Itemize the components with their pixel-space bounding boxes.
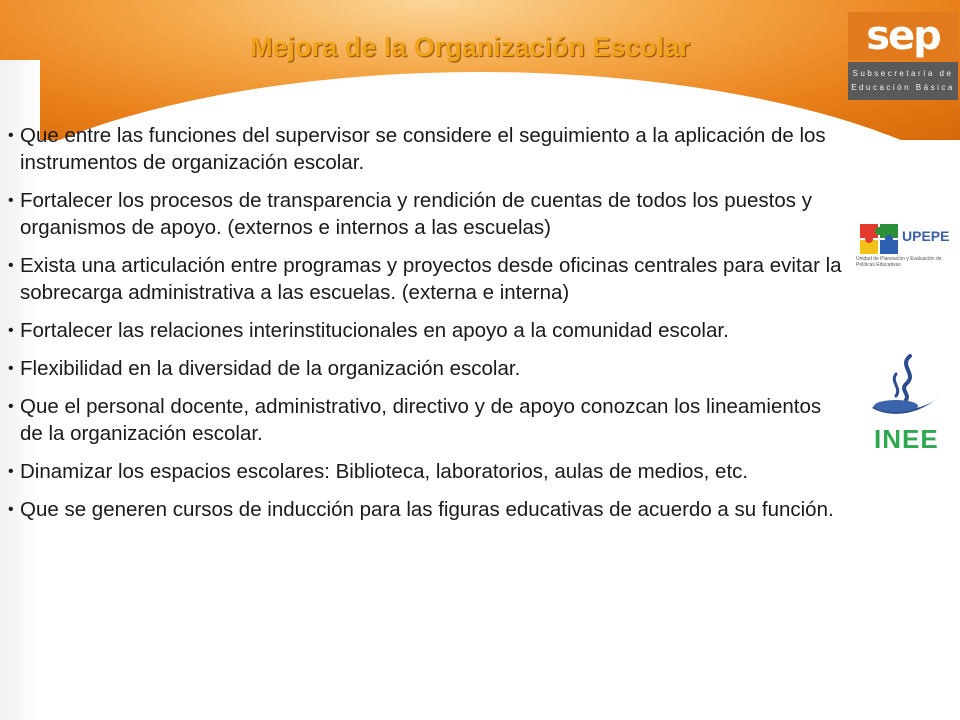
inee-logo-word: INEE	[874, 424, 939, 454]
upepe-logo-word: UPEPE	[902, 228, 950, 244]
slide-title: Mejora de la Organización Escolar	[250, 32, 690, 62]
bullet-item: • Exista una articulación entre programas y proyectos desde oficinas centrales para evitar la sobrecarga administrativa a las escuelas. (externa e interna)	[8, 252, 848, 306]
bullet-list	[8, 122, 848, 534]
upepe-logo-subtitle: Unidad de Planeación y Evaluación de Políticas Educativas	[856, 256, 942, 268]
bullet-item: • Que se generen cursos de inducción para las figuras educativas de acuerdo a su función.	[8, 496, 848, 523]
sep-subtitle-line2: Educación Básica	[851, 83, 955, 92]
upepe-logo	[856, 222, 956, 272]
bullet-item: • Dinamizar los espacios escolares: Biblioteca, laboratorios, aulas de medios, etc.	[8, 458, 848, 485]
inee-logo	[866, 352, 946, 452]
sep-logo-word: sep	[848, 12, 958, 60]
bullet-item: • Que el personal docente, administrativo, directivo y de apoyo conozcan los lineamientos de la organización escolar.	[8, 393, 848, 447]
bullet-item: • Fortalecer las relaciones interinstitucionales en apoyo a la comunidad escolar.	[8, 317, 848, 344]
sep-logo	[848, 12, 958, 100]
bullet-item: • Fortalecer los procesos de transparencia y rendición de cuentas de todos los puestos y organismos de apoyo. (externos e internos a las escuelas)	[8, 187, 848, 241]
steaming-dish-icon	[866, 352, 946, 424]
bullet-item: • Que entre las funciones del supervisor se considere el seguimiento a la aplicación de los instrumentos de organización escolar.	[8, 122, 848, 176]
sep-subtitle-line1: Subsecretaría de	[852, 69, 954, 78]
bullet-item: • Flexibilidad en la diversidad de la organización escolar.	[8, 355, 848, 382]
sep-logo-subtitle	[848, 62, 958, 100]
puzzle-icon	[858, 222, 902, 256]
